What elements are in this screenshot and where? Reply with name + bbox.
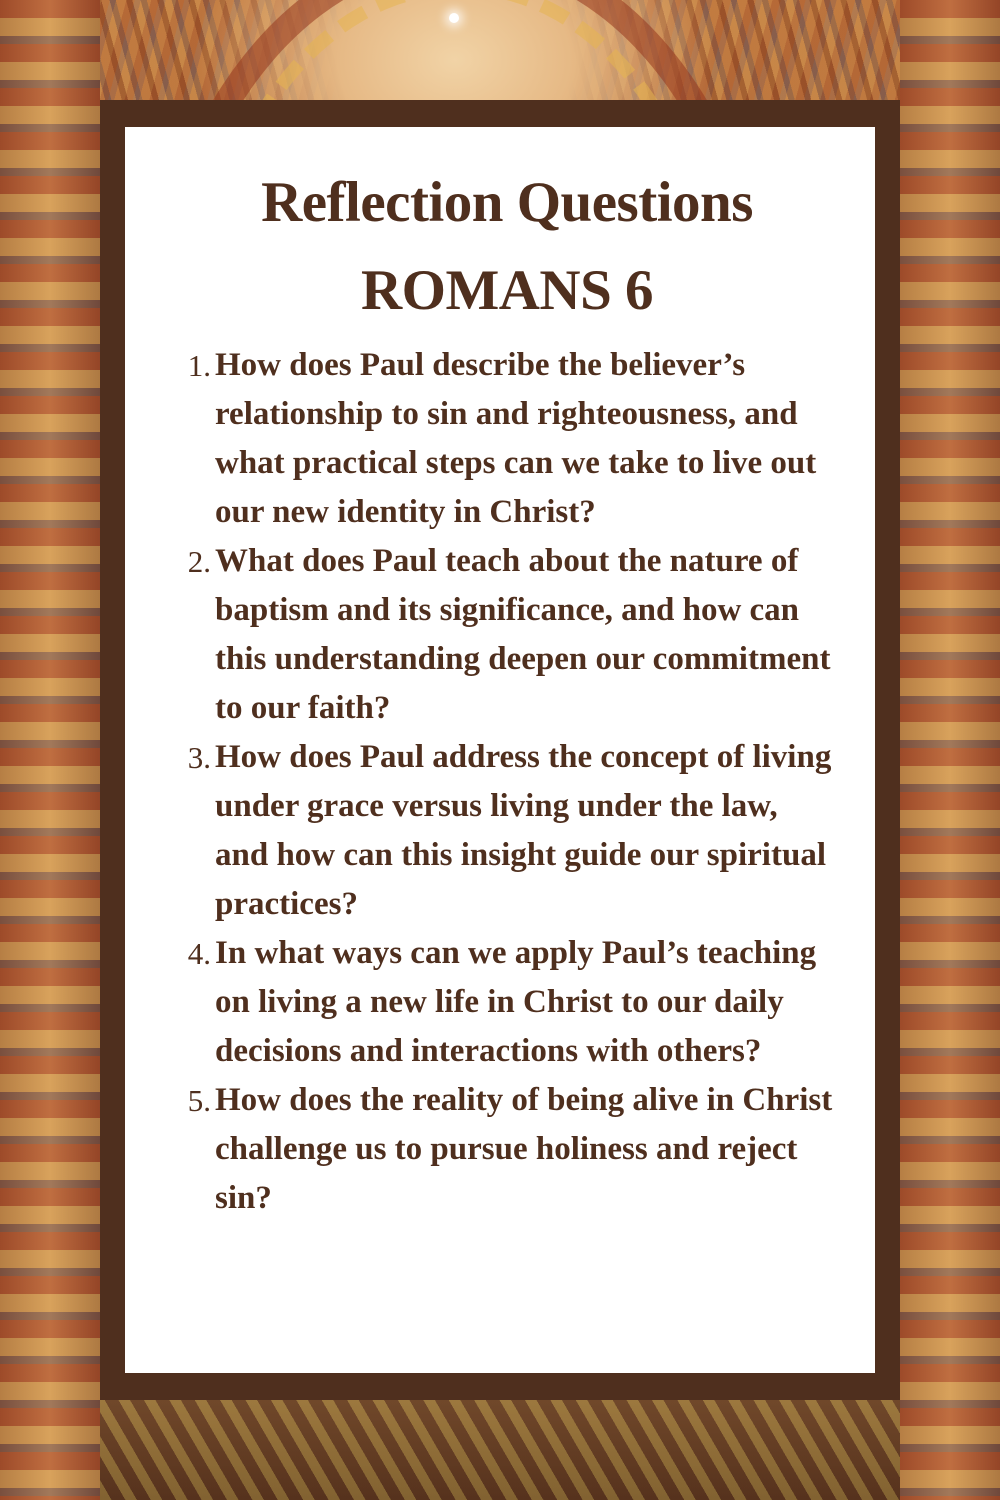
card-frame xyxy=(100,100,900,1400)
ceiling-light xyxy=(449,13,459,23)
background-pillar-left xyxy=(0,0,100,1500)
list-item xyxy=(175,537,839,733)
list-item-text: How does Paul address the concept of living under grace versus living under the law, and how can this insight guide our spiritual practices? xyxy=(215,739,832,922)
page-title: Reflection Questions xyxy=(261,171,753,234)
list-item-text: How does Paul describe the believer’s relationship to sin and righteousness, and what practical steps can we take to live out our new identity in Christ? xyxy=(215,347,817,530)
background-mural-bottom xyxy=(100,1400,900,1500)
list-item-number: 4. xyxy=(187,936,211,971)
list-item xyxy=(175,733,839,929)
page-subtitle: ROMANS 6 xyxy=(360,259,654,322)
list-item-text: In what ways can we apply Paul’s teaching on living a new life in Christ to our daily decisions and interactions with others? xyxy=(215,935,817,1069)
list-item-number: 1. xyxy=(187,348,211,383)
question-list xyxy=(175,341,839,1223)
list-item-number: 5. xyxy=(187,1083,211,1118)
list-item-number: 2. xyxy=(187,544,211,579)
background-pillar-right xyxy=(900,0,1000,1500)
list-item xyxy=(175,929,839,1076)
list-item-number: 3. xyxy=(187,740,211,775)
list-item-text: How does the reality of being alive in Christ challenge us to pursue holiness and reject sin? xyxy=(215,1082,833,1216)
list-item xyxy=(175,1076,839,1223)
list-item-text: What does Paul teach about the nature of baptism and its significance, and how can this understanding deepen our commitment to our faith? xyxy=(215,543,831,726)
card-panel xyxy=(125,127,875,1373)
list-item xyxy=(175,341,839,537)
